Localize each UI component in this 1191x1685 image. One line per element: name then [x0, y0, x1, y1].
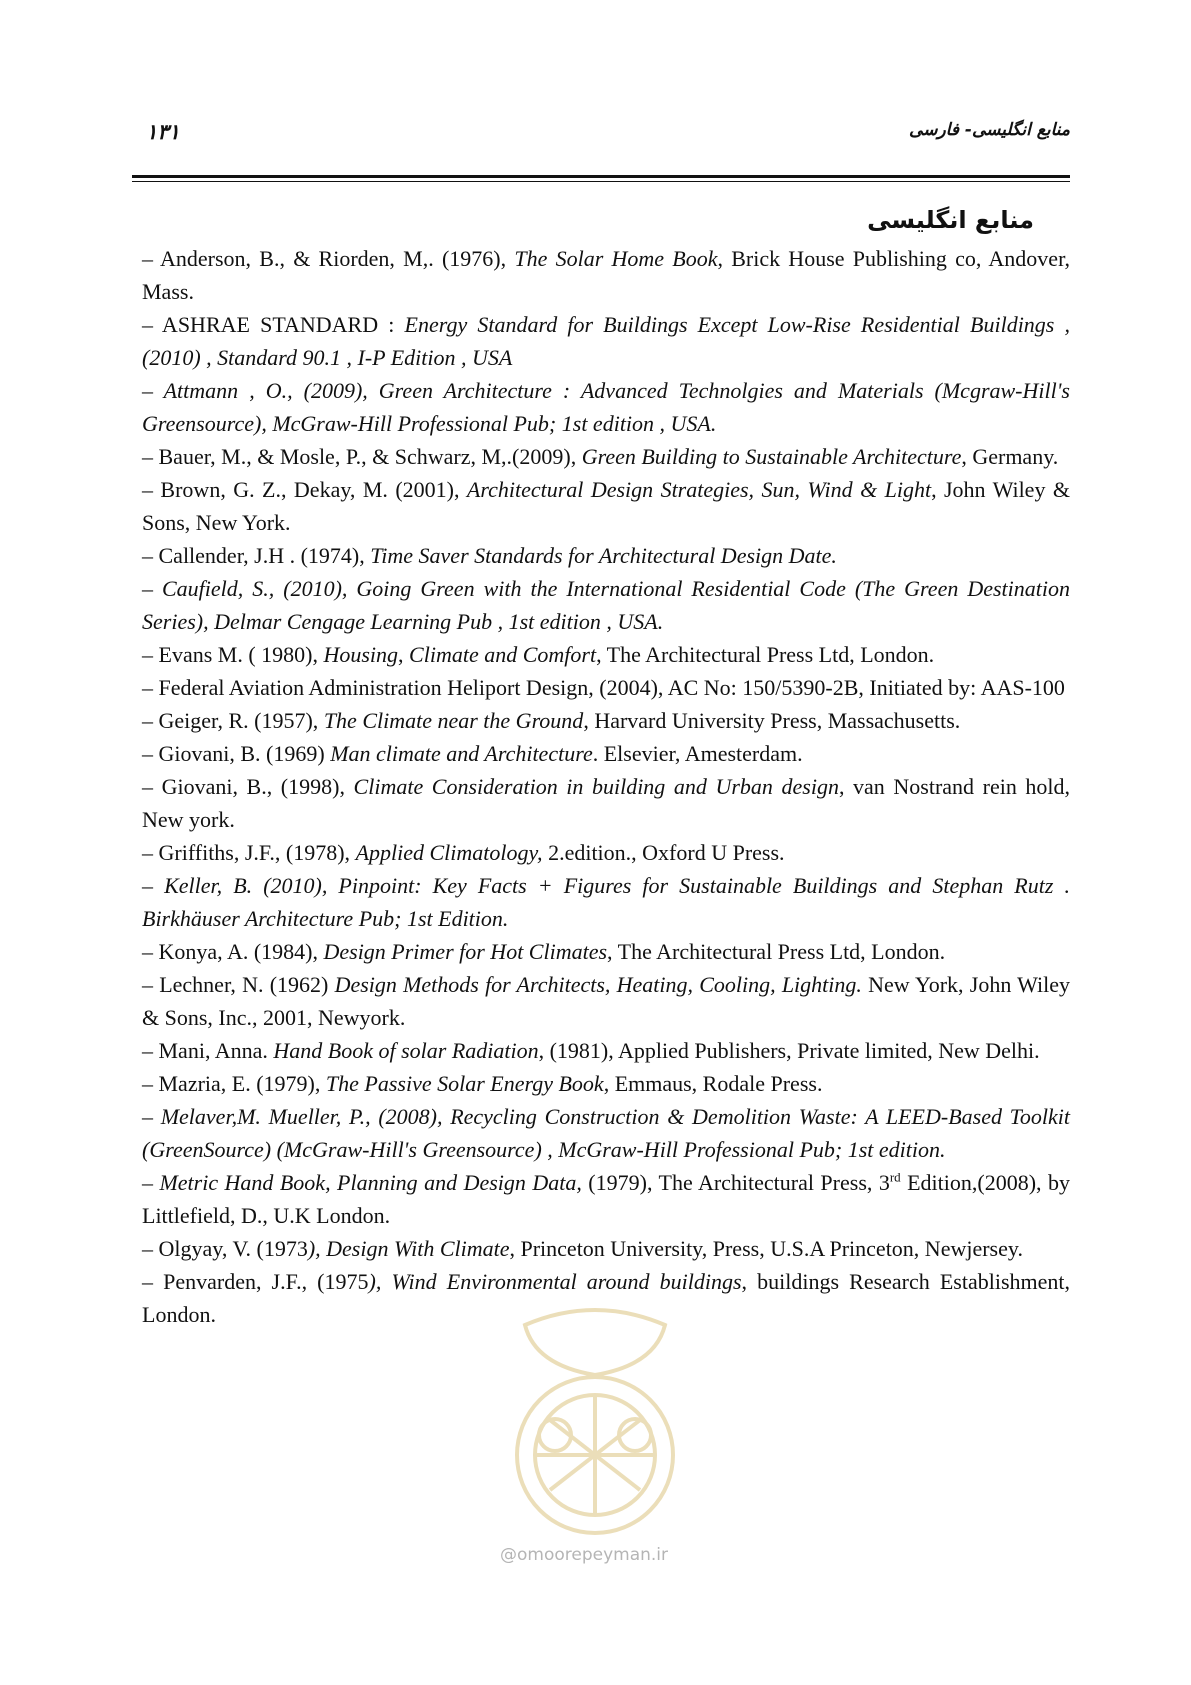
reference-entry — [142, 1232, 1070, 1265]
reference-text: – ASHRAE STANDARD : — [142, 312, 405, 337]
reference-text: – Melaver,M. Mueller, P., (2008), Recycling Construction & Demolition Waste: A LEED-Based Toolkit (GreenSource) (McGraw-Hill's Greensource) , McGraw-Hill Professional Pub; 1st edition. — [142, 1104, 1070, 1162]
reference-text: – Lechner, N. (1962) — [142, 972, 335, 997]
reference-text: Climate and Comfort — [409, 642, 597, 667]
watermark-seal-icon — [495, 1305, 695, 1545]
reference-text: – — [142, 1170, 160, 1195]
reference-text: – Bauer, M., & Mosle, P., & Schwarz, M,.(2009), — [142, 444, 582, 469]
reference-text: Housing — [323, 642, 399, 667]
reference-text: – Anderson, B., & Riorden, M,. (1976), — [142, 246, 515, 271]
reference-entry — [142, 836, 1070, 869]
reference-text: Edition,(2008), by Littlefield, D., U.K London. — [142, 1170, 1070, 1228]
section-title: منابع انگلیسی — [867, 206, 1034, 234]
reference-text: Architectural Design Strategies, Sun, Wind & Light — [466, 477, 932, 502]
reference-entry — [142, 374, 1070, 440]
reference-text: – Keller, B. (2010), Pinpoint: Key Facts + Figures for Sustainable Buildings and Stephan Rutz . Birkhäuser Architecture Pub; 1st Edition. — [142, 873, 1070, 931]
reference-text: – Geiger, R. (1957), — [142, 708, 324, 733]
reference-entry — [142, 935, 1070, 968]
reference-entry — [142, 539, 1070, 572]
reference-text: The Passive Solar Energy Book — [325, 1071, 604, 1096]
reference-text: – Mani, Anna. — [142, 1038, 274, 1063]
reference-entry — [142, 440, 1070, 473]
reference-text: New York, John Wiley & Sons, Inc., 2001, Newyork. — [142, 972, 1071, 1030]
reference-text: ), Design With Climate — [307, 1236, 510, 1261]
reference-text: , van Nostrand rein hold, New york. — [142, 774, 1071, 832]
reference-text: , The Architectural Press Ltd, London. — [596, 642, 935, 667]
reference-text: Design Primer for Hot Climates — [323, 939, 608, 964]
reference-text: ), Wind Environmental around buildings — [368, 1269, 742, 1294]
reference-entry — [142, 572, 1070, 638]
watermark-site: @omoorepeyman.ir — [500, 1545, 669, 1565]
reference-text: , Emmaus, Rodale Press. — [603, 1071, 823, 1096]
reference-entry — [142, 671, 1070, 704]
page-number: ۱۳۱ — [146, 120, 180, 144]
reference-text: , The Architectural Press Ltd, London. — [607, 939, 946, 964]
reference-text: – Penvarden, J.F., (1975 — [142, 1269, 369, 1294]
reference-text: , buildings Research Establishment, London. — [142, 1269, 1071, 1327]
reference-text: – Callender, J.H . (1974), — [142, 543, 371, 568]
reference-list — [142, 242, 1070, 1331]
reference-text: , Princeton University, Press, U.S.A Princeton, Newjersey. — [509, 1236, 1023, 1261]
reference-text: Hand Book of solar Radiation — [273, 1038, 539, 1063]
reference-text: – Griffiths, J.F., (1978), — [142, 840, 356, 865]
reference-entry — [142, 704, 1070, 737]
reference-text: 2.edition., Oxford U Press. — [542, 840, 785, 865]
reference-text: Energy Standard for Buildings Except Low-Rise Residential Buildings , (2010) , Standard 90.1 , I-P Edition , USA — [142, 312, 1071, 370]
reference-text: Man climate and Architecture — [330, 741, 593, 766]
header-rule-thick — [132, 175, 1070, 178]
reference-text: – Giovani, B., (1998), — [142, 774, 354, 799]
reference-entry — [142, 638, 1070, 671]
reference-entry — [142, 1034, 1070, 1067]
reference-text: Design Methods for Architects, Heating, Cooling, Lighting. — [334, 972, 862, 997]
at-icon: @ — [500, 1545, 517, 1565]
reference-text: (1979), The Architectural Press, 3 — [581, 1170, 890, 1195]
reference-text: , Harvard University Press, Massachusetts. — [583, 708, 961, 733]
reference-entry — [142, 1100, 1070, 1166]
reference-text: The Solar Home Book — [514, 246, 718, 271]
reference-text: Metric Hand Book, Planning and Design Data, — [159, 1170, 582, 1195]
reference-text: – Konya, A. (1984), — [142, 939, 324, 964]
reference-entry — [142, 308, 1070, 374]
reference-text: – Attmann , O., (2009), Green Architecture : Advanced Technolgies and Materials (Mcgraw-Hill's Greensource), McGraw-Hill Professional Pub; 1st edition , USA. — [142, 378, 1070, 436]
running-title: منابع انگلیسی- فارسی — [909, 120, 1070, 140]
reference-text: Time Saver Standards for Architectural Design Date. — [370, 543, 837, 568]
reference-text: – Federal Aviation Administration Heliport Design, (2004), AC No: 150/5390-2B, Initiated by: AAS-100 — [142, 675, 1065, 700]
reference-text: – Mazria, E. (1979), — [142, 1071, 326, 1096]
reference-text: Applied Climatology, — [355, 840, 543, 865]
reference-text: rd — [889, 1169, 901, 1185]
reference-text: Green Building to Sustainable Architecture — [581, 444, 962, 469]
reference-text: The Climate near the Ground — [323, 708, 584, 733]
reference-text: , Germany. — [961, 444, 1059, 469]
reference-text: , — [398, 642, 410, 667]
reference-text: – Giovani, B. (1969) — [142, 741, 331, 766]
reference-text: Climate Consideration in building and Urban design — [353, 774, 839, 799]
reference-text: – Brown, G. Z., Dekay, M. (2001), — [142, 477, 467, 502]
header-rule-thin — [132, 181, 1070, 182]
reference-entry — [142, 242, 1070, 308]
reference-entry — [142, 968, 1070, 1034]
reference-text: , John Wiley & Sons, New York. — [142, 477, 1070, 535]
reference-text: , (1981), Applied Publishers, Private limited, New Delhi. — [538, 1038, 1040, 1063]
reference-entry — [142, 1067, 1070, 1100]
reference-text: . Elsevier, Amesterdam. — [592, 741, 803, 766]
reference-text: – Evans M. ( 1980), — [142, 642, 324, 667]
reference-entry — [142, 1166, 1070, 1232]
page-header — [132, 120, 1070, 150]
reference-entry — [142, 770, 1070, 836]
reference-entry — [142, 737, 1070, 770]
reference-text: – Caufield, S., (2010), Going Green with the International Residential Code (The Green Destination Series), Delmar Cengage Learning Pub , 1st edition , USA. — [142, 576, 1070, 634]
reference-entry — [142, 869, 1070, 935]
reference-text: – Olgyay, V. (1973 — [142, 1236, 308, 1261]
reference-text: , Brick House Publishing co, Andover, Mass. — [142, 246, 1071, 304]
reference-entry — [142, 473, 1070, 539]
